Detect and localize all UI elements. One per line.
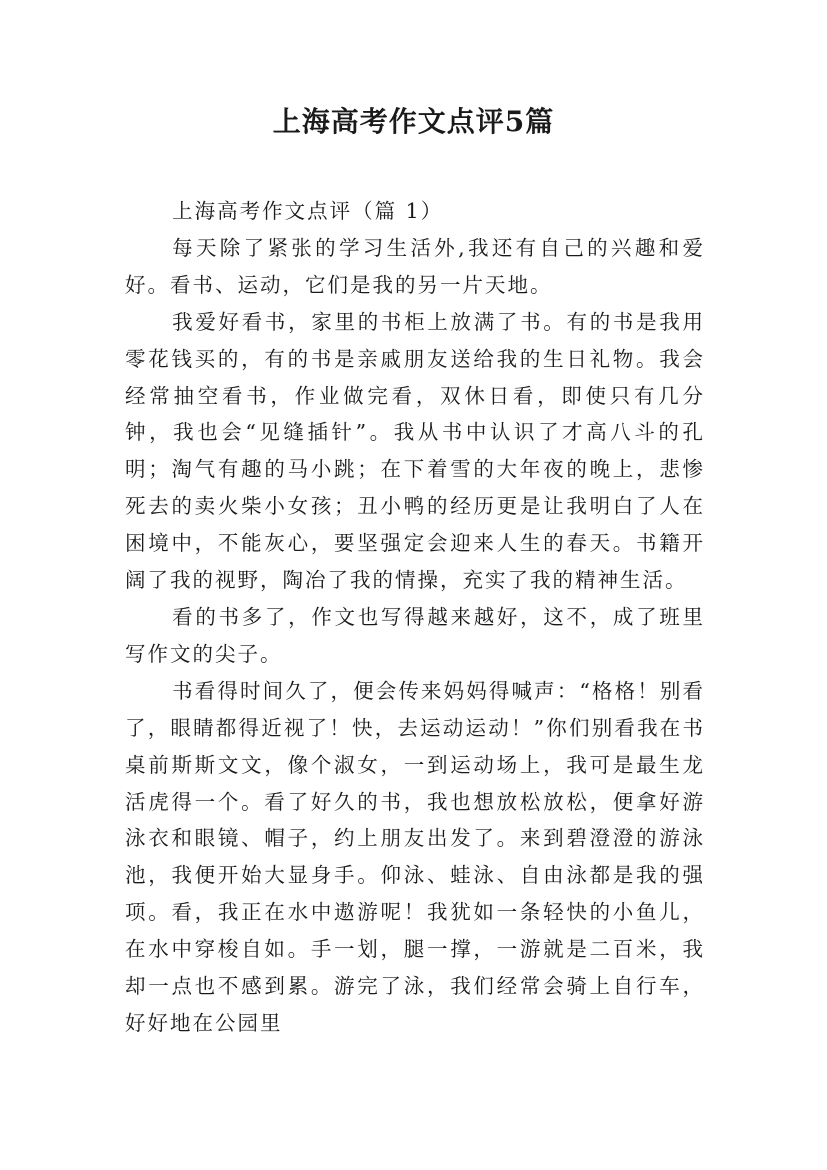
paragraph-1: 每天除了紧张的学习生活外,我还有自己的兴趣和爱好。看书、运动，它们是我的另一片天地。 (125, 235, 705, 297)
document-title: 上海高考作文点评5篇 (272, 105, 555, 138)
section-heading: 上海高考作文点评（篇 1） (172, 199, 444, 223)
paragraph-3: 看的书多了，作文也写得越来越好，这不，成了班里写作文的尖子。 (125, 604, 705, 666)
document-body (125, 193, 705, 1042)
paragraph-2: 我爱好看书，家里的书柜上放满了书。有的书是我用零花钱买的，有的书是亲戚朋友送给我的生日礼物。我会经常抽空看书，作业做完看，双休日看，即使只有几分钟，我也会“见缝插针”。我从书中认识了才高八斗的孔明；淘气有趣的马小跳；在下着雪的大年夜的晚上，悲惨死去的卖火柴小女孩；丑小鸭的经历更是让我明白了人在困境中，不能灰心，要坚强定会迎来人生的春天。书籍开阔了我的视野，陶冶了我的情操，充实了我的精神生活。 (125, 309, 705, 593)
paragraph-4: 书看得时间久了，便会传来妈妈得喊声：“格格！别看了，眼睛都得近视了！快，去运动运动！”你们别看我在书桌前斯斯文文，像个淑女，一到运动场上，我可是最生龙活虎得一个。看了好久的书，我也想放松放松，便拿好游泳衣和眼镜、帽子，约上朋友出发了。来到碧澄澄的游泳池，我便开始大显身手。仰泳、蛙泳、自由泳都是我的强项。看，我正在水中遨游呢！我犹如一条轻快的小鱼儿，在水中穿梭自如。手一划，腿一撑，一游就是二百米，我却一点也不感到累。游完了泳，我们经常会骑上自行车，好好地在公园里 (125, 678, 705, 1035)
